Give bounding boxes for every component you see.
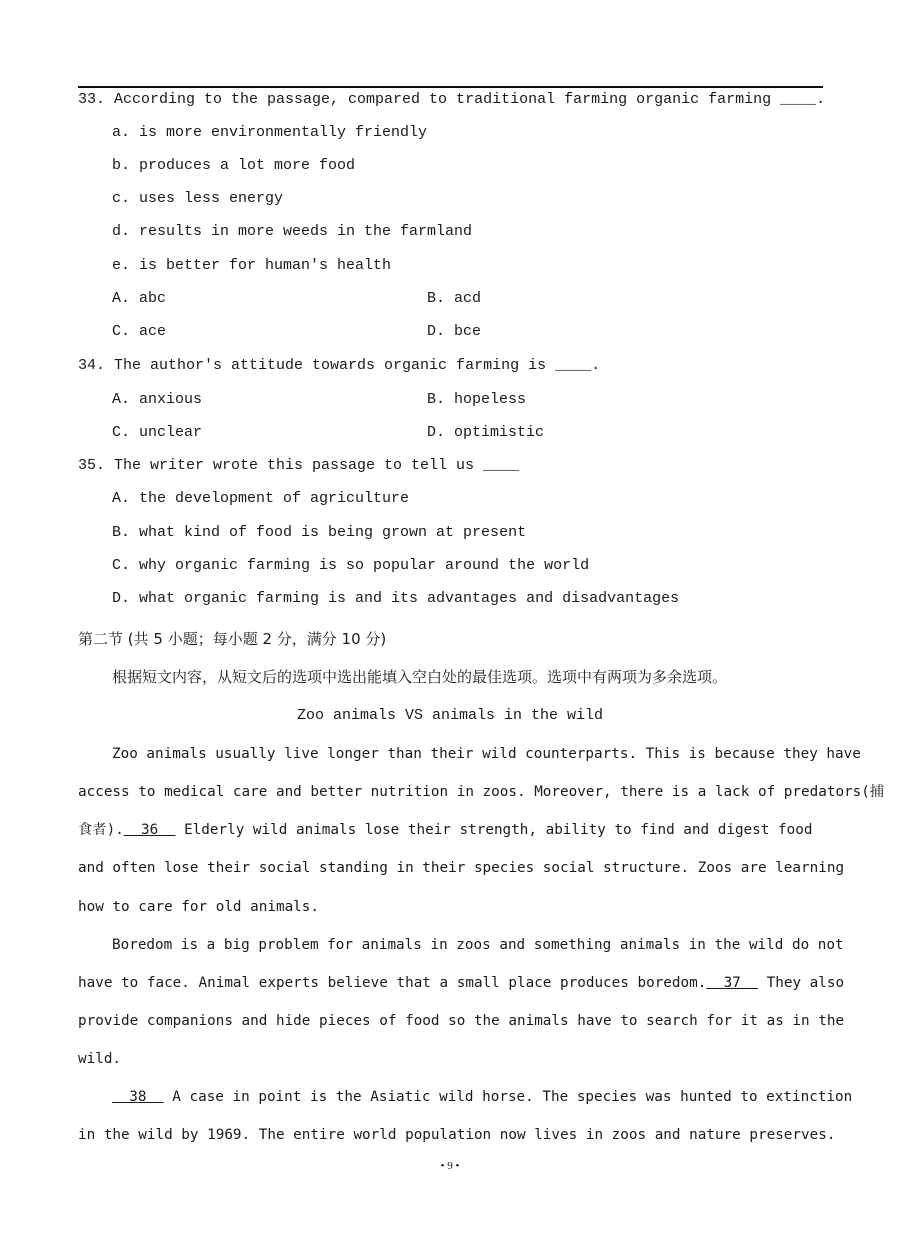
passage-line: how to care for old animals. [78,899,320,915]
passage-text: They also [758,975,845,991]
q34-option-b: B. hopeless [427,391,527,408]
q34-option-c: C. unclear [112,424,203,441]
blank-38: 38 [112,1089,164,1105]
q35-stem: 35. The writer wrote this passage to tell us ____ [78,457,520,474]
passage-line: and often lose their social standing in their species social structure. Zoos are learning [78,860,845,876]
passage-line: in the wild by 1969. The entire world population now lives in zoos and nature preserves. [78,1127,836,1143]
q35-option-c: C. why organic farming is so popular around the world [112,557,590,574]
passage-line: provide companions and hide pieces of food so the animals have to search for it as in the [78,1013,845,1029]
q33-option-d: D. bce [427,323,482,340]
passage-text: Elderly wild animals lose their strength, ability to find and digest food [175,822,813,838]
q33-item-e: e. is better for human's health [112,257,392,274]
q33-item-c: c. uses less energy [112,190,284,207]
passage-text: 食者). [78,822,124,838]
section-heading: 第二节 (共 5 小题；每小题 2 分，满分 10 分) [78,630,387,648]
top-rule [78,86,823,88]
q33-option-b: B. acd [427,290,482,307]
passage-line [112,744,861,764]
q34-option-a: A. anxious [112,391,203,408]
passage-text: A case in point is the Asiatic wild horse. The species was hunted to extinction [163,1089,853,1105]
passage-line: access to medical care and better nutrition in zoos. Moreover, there is a lack of predators(捕 [78,784,885,800]
q33-option-a: A. abc [112,290,167,307]
page-number: • 9 • [440,1160,460,1172]
passage-title: Zoo animals VS animals in the wild [296,707,604,724]
q33-item-d: d. results in more weeds in the farmland [112,223,473,240]
q33-item-a: a. is more environmentally friendly [112,124,428,141]
blank-37: 37 [706,975,759,991]
passage-line [78,820,823,840]
q33-stem: 33. According to the passage, compared to traditional farming organic farming ____. [78,91,826,108]
passage-line: wild. [78,1051,122,1067]
q34-option-d: D. optimistic [427,424,545,441]
q33-option-c: C. ace [112,323,167,340]
passage-line [112,1087,853,1107]
passage-text: have to face. Animal experts believe that a small place produces boredom. [78,975,707,991]
q35-option-d: D. what organic farming is and its advantages and disadvantages [112,590,680,607]
blank-36: 36 [123,822,176,838]
passage-line [78,973,845,993]
q35-option-b: B. what kind of food is being grown at present [112,524,527,541]
passage-text: Zoo animals usually live longer than their wild counterparts. This is because they have [112,746,861,762]
section-instruction: 根据短文内容，从短文后的选项中选出能填入空白处的最佳选项。选项中有两项为多余选项。 [112,668,728,686]
q34-stem: 34. The author's attitude towards organic farming is ____. [78,357,601,374]
q33-item-b: b. produces a lot more food [112,157,356,174]
q35-option-a: A. the development of agriculture [112,490,410,507]
passage-line: Boredom is a big problem for animals in zoos and something animals in the wild do not [112,937,844,953]
